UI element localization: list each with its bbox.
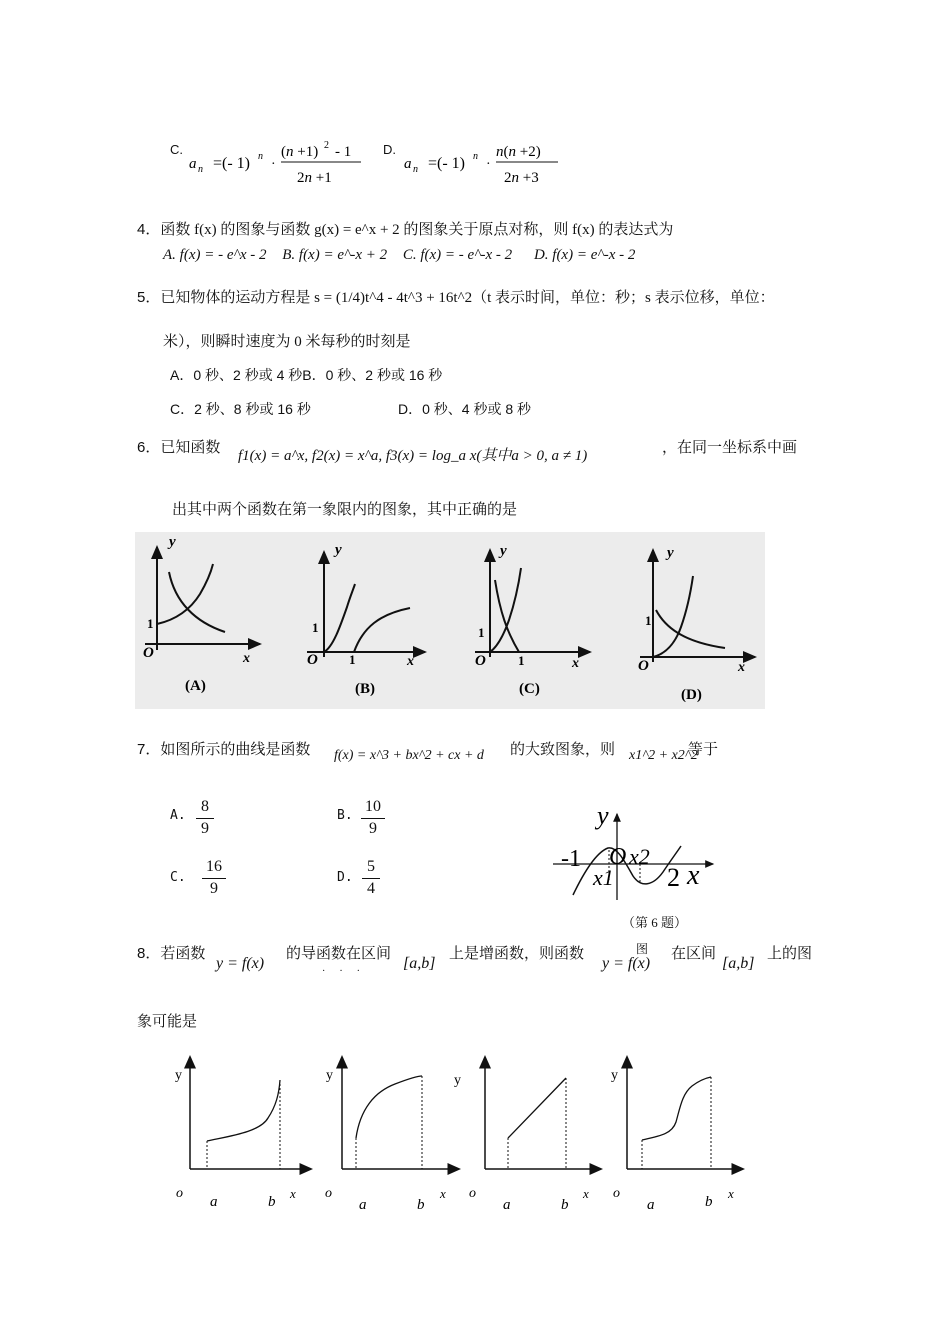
q6-a-y-label: y bbox=[169, 534, 176, 550]
q6-formula: f1(x) = a^x, f2(x) = x^a, f3(x) = log_a x(其中a > 0, a ≠ 1) bbox=[238, 448, 588, 464]
svg-text:2: 2 bbox=[324, 140, 329, 151]
q6-a-x-label: x bbox=[243, 651, 250, 666]
q4-options bbox=[163, 247, 635, 264]
svg-text:a: a bbox=[189, 156, 197, 172]
q7-fig-x: x bbox=[687, 860, 700, 891]
svg-text:·: · bbox=[486, 157, 491, 172]
q7-fig-origin: O bbox=[609, 844, 627, 870]
q7-caption-tail: 图 bbox=[636, 942, 649, 956]
q6-stem-start bbox=[137, 436, 220, 457]
q8-g4-x: x bbox=[728, 1186, 734, 1201]
q8-g1-y: y bbox=[175, 1068, 182, 1083]
q7-stem-mid: 的大致图象，则 bbox=[510, 742, 616, 758]
q7-target: x1^2 + x2^2 bbox=[629, 748, 698, 763]
q8-g2-x: x bbox=[440, 1186, 446, 1201]
q8-g2-y: y bbox=[326, 1068, 333, 1083]
q4-number: 4． bbox=[137, 221, 161, 238]
q7-option-b-num: 10 bbox=[365, 798, 381, 815]
svg-text:n: n bbox=[473, 151, 478, 162]
q7-option-b-label: B. bbox=[337, 808, 353, 823]
svg-text:=(- 1): =(- 1) bbox=[428, 155, 466, 172]
q3-option-c-formula bbox=[185, 138, 375, 190]
q6-a-one: 1 bbox=[147, 616, 154, 631]
q6-label-d: (D) bbox=[681, 687, 702, 703]
q8-g3-a: a bbox=[503, 1197, 511, 1213]
q3-option-d-formula bbox=[400, 138, 570, 190]
q6-stem-end: ，在同一坐标系中画 bbox=[662, 440, 798, 456]
q8-stem-p2: 的导函数在区间 bbox=[286, 946, 392, 962]
q6-c-one-y: 1 bbox=[478, 625, 485, 640]
q8-formula2: y = f(x) bbox=[602, 955, 651, 972]
q7-stem-start-text: 如图所示的曲线是函数 bbox=[160, 742, 311, 758]
q8-line2: 象可能是 bbox=[137, 1014, 198, 1030]
q8-interval2: [a,b] bbox=[722, 955, 755, 972]
q8-graphs bbox=[160, 1050, 760, 1220]
q4-option-c: C. f(x) = - e^-x - 2 bbox=[402, 247, 513, 263]
q8-emphasis-dots: ··· bbox=[322, 966, 374, 977]
q3-option-d-label: D. bbox=[383, 142, 396, 157]
q8-g4-a: a bbox=[647, 1197, 655, 1213]
q8-g4-b: b bbox=[705, 1194, 713, 1210]
svg-text:n(n +2): n(n +2) bbox=[496, 144, 541, 160]
q7-option-c-num: 16 bbox=[206, 858, 222, 875]
q6-graphs bbox=[135, 532, 765, 709]
q6-c-x-label: x bbox=[572, 656, 579, 671]
q8-graph-4 bbox=[611, 1058, 742, 1213]
q5-option-a: A．0 秒、2 秒或 4 秒 bbox=[170, 367, 303, 383]
q8-g1-a: a bbox=[210, 1194, 218, 1210]
q5-option-d: D．0 秒、4 秒或 8 秒 bbox=[398, 401, 532, 417]
svg-text:- 1: - 1 bbox=[335, 144, 352, 160]
q7-option-d-label: D. bbox=[337, 870, 353, 885]
q8-number: 8． bbox=[137, 945, 161, 962]
q6-b-one-x: 1 bbox=[349, 652, 356, 667]
q6-d-origin: O bbox=[638, 658, 649, 674]
q8-graph-1 bbox=[175, 1058, 310, 1210]
q6-line2: 出其中两个函数在第一象限内的图象，其中正确的是 bbox=[172, 502, 518, 518]
q7-option-a-label: A. bbox=[170, 808, 186, 823]
q4-option-a: A. f(x) = - e^x - 2 bbox=[163, 247, 267, 263]
q7-fig-two: 2 bbox=[667, 863, 680, 892]
q6-b-y-label: y bbox=[335, 542, 342, 558]
q8-g3-b: b bbox=[561, 1197, 569, 1213]
svg-text:(n +1): (n +1) bbox=[281, 144, 319, 160]
q6-number: 6． bbox=[137, 439, 161, 456]
q8-g2-a: a bbox=[359, 1197, 367, 1213]
q7-option-d-bar bbox=[362, 878, 380, 879]
q6-label-c: (C) bbox=[519, 681, 540, 697]
svg-text:2n +1: 2n +1 bbox=[297, 170, 332, 186]
q7-option-d-num: 5 bbox=[367, 858, 375, 875]
q7-option-d-den: 4 bbox=[367, 880, 375, 897]
q8-g2-b: b bbox=[417, 1197, 425, 1213]
q6-b-x-label: x bbox=[407, 654, 414, 669]
q6-c-y-label: y bbox=[500, 543, 507, 559]
q5-line1-text: 已知物体的运动方程是 s = (1/4)t^4 - 4t^3 + 16t^2（t 表示时间，单位：秒；s 表示位移，单位： bbox=[160, 290, 775, 306]
svg-text:a: a bbox=[404, 156, 412, 172]
q8-g4-o: o bbox=[613, 1186, 620, 1201]
q5-line1 bbox=[137, 286, 775, 307]
q6-d-y-label: y bbox=[667, 545, 674, 561]
q6-graph-b bbox=[307, 542, 425, 697]
q5-option-b: B．0 秒、2 秒或 16 秒 bbox=[302, 367, 443, 383]
q7-option-c-bar bbox=[202, 878, 226, 879]
q3-option-c-label: C. bbox=[170, 142, 183, 157]
q6-d-x-label: x bbox=[738, 660, 745, 675]
q8-formula1: y = f(x) bbox=[216, 955, 265, 972]
q8-stem-p1: 若函数 bbox=[160, 946, 206, 962]
q8-stem-start bbox=[137, 942, 205, 963]
q5-option-ab bbox=[170, 365, 442, 385]
q8-g3-y: y bbox=[454, 1073, 461, 1088]
q8-g4-y: y bbox=[611, 1068, 618, 1083]
q6-graph-c bbox=[475, 543, 590, 697]
q5-number: 5． bbox=[137, 289, 161, 306]
svg-text:·: · bbox=[271, 157, 276, 172]
q7-option-a-num: 8 bbox=[201, 798, 209, 815]
q7-fig-x1: x1 bbox=[593, 865, 614, 890]
svg-text:n: n bbox=[413, 164, 418, 175]
q5-line2: 米），则瞬时速度为 0 米每秒的时刻是 bbox=[163, 334, 411, 350]
q8-graph-2 bbox=[325, 1058, 458, 1213]
q8-stem-p4: 在区间 bbox=[671, 946, 717, 962]
q8-g3-x: x bbox=[583, 1186, 589, 1201]
q7-number: 7． bbox=[137, 741, 161, 758]
q6-label-a: (A) bbox=[185, 678, 206, 694]
q7-figure bbox=[545, 800, 725, 910]
q7-option-a-den: 9 bbox=[201, 820, 209, 837]
q6-graph-a bbox=[143, 534, 260, 694]
q4-option-b: B. f(x) = e^-x + 2 bbox=[282, 247, 388, 263]
q8-stem-p3: 上是增函数，则函数 bbox=[449, 946, 585, 962]
q5-option-c: C．2 秒、8 秒或 16 秒 bbox=[170, 401, 311, 417]
q7-stem-start bbox=[137, 738, 310, 759]
q8-stem-p5: 上的图 bbox=[767, 946, 813, 962]
q6-stem-start-text: 已知函数 bbox=[160, 440, 221, 456]
q8-g1-b: b bbox=[268, 1194, 276, 1210]
q4-stem-text: 函数 f(x) 的图象与函数 g(x) = e^x + 2 的图象关于原点对称，则 f(x) 的表达式为 bbox=[160, 222, 674, 238]
q7-option-b-bar bbox=[361, 818, 385, 819]
q6-b-one-y: 1 bbox=[312, 620, 319, 635]
q7-option-c-den: 9 bbox=[210, 880, 218, 897]
q8-g1-x: x bbox=[290, 1186, 296, 1201]
svg-text:n: n bbox=[198, 164, 203, 175]
q7-formula: f(x) = x^3 + bx^2 + cx + d bbox=[334, 748, 484, 763]
svg-text:2n +3: 2n +3 bbox=[504, 170, 539, 186]
q4-option-d: D. f(x) = e^-x - 2 bbox=[533, 247, 636, 263]
q8-graph-3 bbox=[454, 1058, 600, 1213]
q6-c-one-x: 1 bbox=[518, 653, 525, 668]
q6-c-origin: O bbox=[475, 653, 486, 669]
q8-interval1: [a,b] bbox=[403, 955, 436, 972]
q4-stem bbox=[137, 218, 673, 239]
q6-graph-d bbox=[638, 545, 755, 703]
q6-b-origin: O bbox=[307, 652, 318, 668]
q7-stem-end: 等于 bbox=[688, 742, 719, 758]
q6-label-b: (B) bbox=[355, 681, 375, 697]
q6-d-one: 1 bbox=[645, 613, 652, 628]
q8-g3-o: o bbox=[469, 1186, 476, 1201]
q7-option-c-label: C. bbox=[170, 870, 186, 885]
q7-option-a-bar bbox=[196, 818, 214, 819]
q7-caption: （第 6 题） bbox=[622, 915, 688, 930]
q7-fig-neg-one: -1 bbox=[561, 846, 581, 872]
svg-text:n: n bbox=[258, 151, 263, 162]
q7-option-b-den: 9 bbox=[369, 820, 377, 837]
q8-g2-o: o bbox=[325, 1186, 332, 1201]
q8-g1-o: o bbox=[176, 1186, 183, 1201]
q7-fig-y: y bbox=[597, 801, 609, 830]
svg-text:=(- 1): =(- 1) bbox=[213, 155, 251, 172]
q6-a-origin: O bbox=[143, 645, 154, 661]
q7-fig-x2: x2 bbox=[629, 844, 650, 869]
